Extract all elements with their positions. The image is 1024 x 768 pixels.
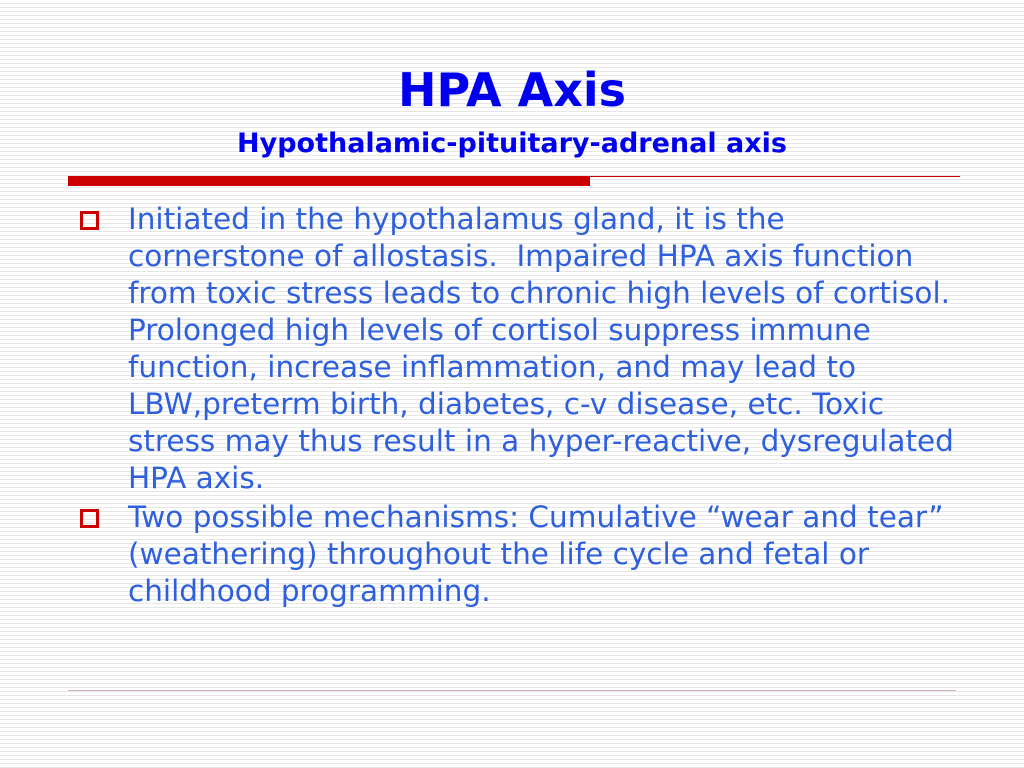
bullet-list (78, 201, 964, 612)
title-divider-thick (68, 176, 590, 186)
slide-title: HPA Axis (397, 63, 627, 117)
slide-subtitle: Hypothalamic-pituitary-adrenal axis (237, 128, 787, 159)
bullet-text: Initiated in the hypothalamus gland, it is the cornerstone of allostasis. Impaired HPA axis function from toxic stress leads to chronic high levels of cortisol. Prolonged high levels of cortisol suppress immune function, increase inflammation, and may lead to LBW,preterm birth, diabetes, c-v disease, etc. Toxic stress may thus result in a hyper-reactive, dysregulated HPA axis. (128, 202, 964, 495)
list-item (78, 499, 958, 610)
bullet-text: Two possible mechanisms: Cumulative “wear and tear” (weathering) throughout the life cycle and fetal or childhood programming. (128, 500, 953, 608)
hollow-square-bullet-icon (80, 509, 99, 528)
hollow-square-bullet-icon (80, 211, 99, 230)
footer-divider (68, 690, 956, 691)
title-divider-thin (590, 176, 960, 177)
list-item (78, 201, 964, 497)
